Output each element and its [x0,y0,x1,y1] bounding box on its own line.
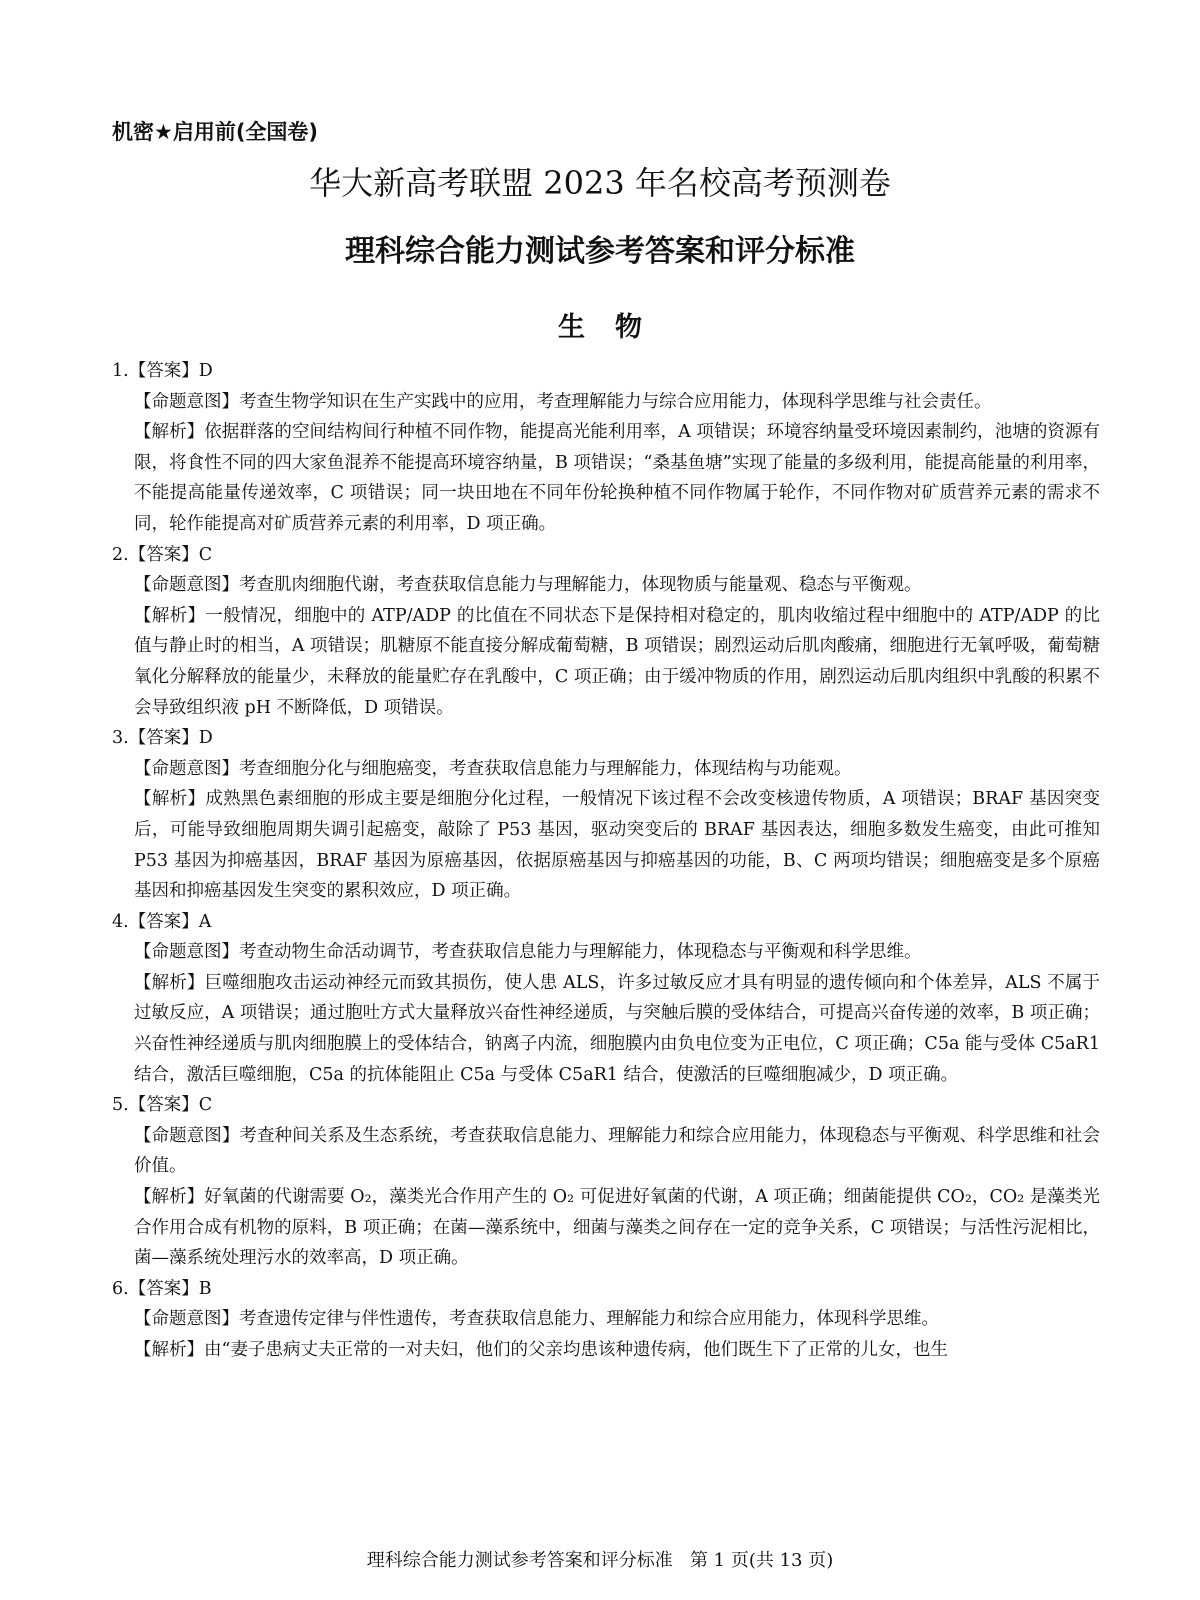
question-block-5 [112,1090,1100,1274]
question-block-2 [112,540,1100,724]
question-block-4 [112,907,1100,1091]
footer-doc-name: 理科综合能力测试参考答案和评分标准 [366,1550,673,1571]
answer-line: 6.【答案】B [112,1278,212,1299]
intent-paragraph: 【命题意图】考查肌肉细胞代谢，考查获取信息能力与理解能力，体现物质与能量观、稳态与平衡观。 [134,575,922,596]
analysis-paragraph: 【解析】依据群落的空间结构间行种植不同作物，能提高光能利用率，A 项错误；环境容纳量受环境因素制约，池塘的资源有限，将食性不同的四大家鱼混养不能提高环境容纳量，B 项错误；“桑基鱼塘”实现了能量的多级利用，能提高能量的利用率，不能提高能量传递效率，C 项错误；同一块田地在不同年份轮换种植不同作物属于轮作，不同作物对矿质营养元素的需求不同，轮作能提高对矿质营养元素的利用率，D 项正确。 [134,422,1100,534]
answer-line: 3.【答案】D [112,728,213,749]
answer-key-subtitle: 理科综合能力测试参考答案和评分标准 [345,234,855,269]
answer-content [112,356,1100,1366]
answer-line: 1.【答案】D [112,361,213,381]
exam-title: 华大新高考联盟 2023 年名校高考预测卷 [309,164,891,202]
question-block-3 [112,723,1100,907]
question-block-6 [112,1274,1100,1366]
analysis-paragraph: 【解析】好氧菌的代谢需要 O₂，藻类光合作用产生的 O₂ 可促进好氧菌的代谢，A 项正确；细菌能提供 CO₂，CO₂ 是藻类光合作用合成有机物的原料，B 项正确；在菌—藻系统中，细菌与藻类之间存在一定的竞争关系，C 项错误；与活性污泥相比，菌—藻系统处理污水的效率高，D 项正确。 [134,1187,1100,1269]
intent-paragraph: 【命题意图】考查遗传定律与伴性遗传，考查获取信息能力、理解能力和综合应用能力，体现科学思维。 [134,1309,939,1330]
analysis-paragraph: 【解析】巨噬细胞攻击运动神经元而致其损伤，使人患 ALS，许多过敏反应才具有明显的遗传倾向和个体差异，ALS 不属于过敏反应，A 项错误；通过胞吐方式大量释放兴奋性神经递质，与突触后膜的受体结合，可提高兴奋传递的效率，B 项正确；兴奋性神经递质与肌肉细胞膜上的受体结合，钠离子内流，细胞膜内由负电位变为正电位，C 项正确；C5a 能与受体 C5aR1 结合，激活巨噬细胞，C5a 的抗体能阻止 C5a 与受体 C5aR1 结合，使激活的巨噬细胞减少，D 项正确。 [134,972,1100,1085]
analysis-paragraph: 【解析】由“妻子患病丈夫正常的一对夫妇，他们的父亲均患该种遗传病，他们既生下了正常的儿女，也生 [134,1340,948,1360]
confidential-label: 机密★启用前(全国卷) [112,120,319,144]
question-block-1 [112,356,1100,540]
answer-line: 5.【答案】C [112,1095,213,1116]
subject-heading: 生物 [558,312,672,343]
answer-line: 4.【答案】A [112,911,212,932]
intent-paragraph: 【命题意图】考查动物生命活动调节，考查获取信息能力与理解能力，体现稳态与平衡观和科学思维。 [134,942,922,963]
analysis-paragraph: 【解析】一般情况，细胞中的 ATP/ADP 的比值在不同状态下是保持相对稳定的，肌肉收缩过程中细胞中的 ATP/ADP 的比值与静止时的相当，A 项错误；肌糖原不能直接分解成葡萄糖，B 项错误；剧烈运动后肌肉酸痛，细胞进行无氧呼吸，葡萄糖氧化分解释放的能量少，未释放的能量贮存在乳酸中，C 项正确；由于缓冲物质的作用，剧烈运动后肌肉组织中乳酸的积累不会导致组织液 pH 不断降低，D 项错误。 [134,605,1100,718]
answer-line: 2.【答案】C [112,544,213,565]
intent-paragraph: 【命题意图】考查生物学知识在生产实践中的应用，考查理解能力与综合应用能力，体现科学思维与社会责任。 [134,391,992,412]
intent-paragraph: 【命题意图】考查种间关系及生态系统，考查获取信息能力、理解能力和综合应用能力，体现稳态与平衡观、科学思维和社会价值。 [134,1125,1100,1177]
intent-paragraph: 【命题意图】考查细胞分化与细胞癌变，考查获取信息能力与理解能力，体现结构与功能观。 [134,758,852,779]
footer-page-info: 第 1 页(共 13 页) [689,1550,834,1571]
page-footer [0,1546,1200,1572]
analysis-paragraph: 【解析】成熟黑色素细胞的形成主要是细胞分化过程，一般情况下该过程不会改变核遗传物质，A 项错误；BRAF 基因突变后，可能导致细胞周期失调引起癌变，敲除了 P53 基因，驱动突变后的 BRAF 基因表达，细胞多数发生癌变，由此可推知 P53 基因为抑癌基因，BRAF 基因为原癌基因，依据原癌基因与抑癌基因的功能，B、C 两项均错误；细胞癌变是多个原癌基因和抑癌基因发生突变的累积效应，D 项正确。 [134,789,1100,902]
